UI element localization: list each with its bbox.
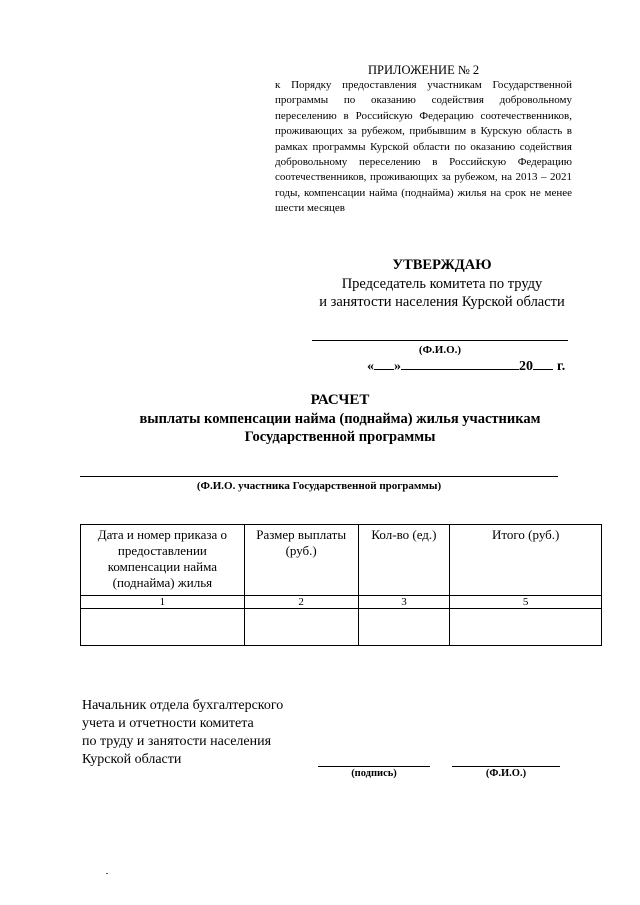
date-year-prefix: 20 [519, 359, 533, 374]
participant-name-line [80, 476, 558, 477]
header-total: Итого (руб.) [450, 525, 602, 596]
date-year-blank [533, 356, 553, 370]
participant-caption: (Ф.И.О. участника Государственной программы) [196, 480, 442, 492]
chief-accountant-position [82, 697, 283, 769]
date-year-suffix: г. [557, 359, 566, 374]
date-close-quote: » [394, 359, 401, 374]
column-number: 5 [450, 596, 602, 609]
calc-subtitle-line1: выплаты компенсации найма (поднайма) жилья участникам [139, 411, 541, 427]
chief-line: учета и отчетности комитета [82, 716, 254, 731]
calculation-table [80, 524, 602, 646]
chief-line: по труду и занятости населения [82, 734, 272, 749]
approval-position-line2: и занятости населения Курской области [319, 294, 565, 310]
calc-subtitle-line2: Государственной программы [244, 429, 436, 445]
approval-position-line1: Председатель комитета по труду [341, 276, 543, 292]
signature-line [318, 766, 430, 767]
chief-line: Курской области [82, 752, 182, 767]
approver-fio-caption: (Ф.И.О.) [418, 344, 462, 356]
column-number: 2 [244, 596, 358, 609]
table-header-row [81, 525, 602, 596]
table-cell [450, 609, 602, 646]
header-payment-size: Размер выплаты (руб.) [244, 525, 358, 596]
header-order-date: Дата и номер приказа о предоставлении компенсации найма (поднайма) жилья [81, 525, 245, 596]
approval-date [367, 356, 565, 375]
chief-line: Начальник отдела бухгалтерского [82, 698, 284, 713]
table-cell [358, 609, 450, 646]
calc-title: РАСЧЕТ [310, 392, 370, 408]
table-cell [81, 609, 245, 646]
column-number: 3 [358, 596, 450, 609]
table-cell [244, 609, 358, 646]
fio-line [452, 766, 560, 767]
table-row [81, 609, 602, 646]
table-number-row [81, 596, 602, 609]
fio-caption: (Ф.И.О.) [485, 768, 527, 779]
date-open-quote: « [367, 359, 374, 374]
date-month-blank [401, 356, 519, 370]
column-number: 1 [81, 596, 245, 609]
approval-heading: УТВЕРЖДАЮ [392, 257, 492, 273]
signature-caption: (подпись) [351, 768, 397, 779]
approver-signature-line [312, 340, 568, 341]
approval-position [292, 275, 592, 311]
header-quantity: Кол-во (ед.) [358, 525, 450, 596]
scan-speck [106, 873, 108, 874]
calc-subtitle [80, 410, 600, 446]
date-day-blank [374, 356, 394, 370]
appendix-description: к Порядку предоставления участникам Государственной программы по оказанию содействия добровольному переселению в Российскую Федерацию соотечественников, проживающих за рубежом, прибывшим в Курскую область в рамках программы Курской области по оказанию содействия добровольному переселению в Российскую Федерацию соотечественников, проживающих за рубежом, на 2013 – 2021 годы, компенсации найма (поднайма) жилья на срок не менее шести месяцев [275, 79, 572, 215]
appendix-title: ПРИЛОЖЕНИЕ № 2 [368, 63, 480, 77]
